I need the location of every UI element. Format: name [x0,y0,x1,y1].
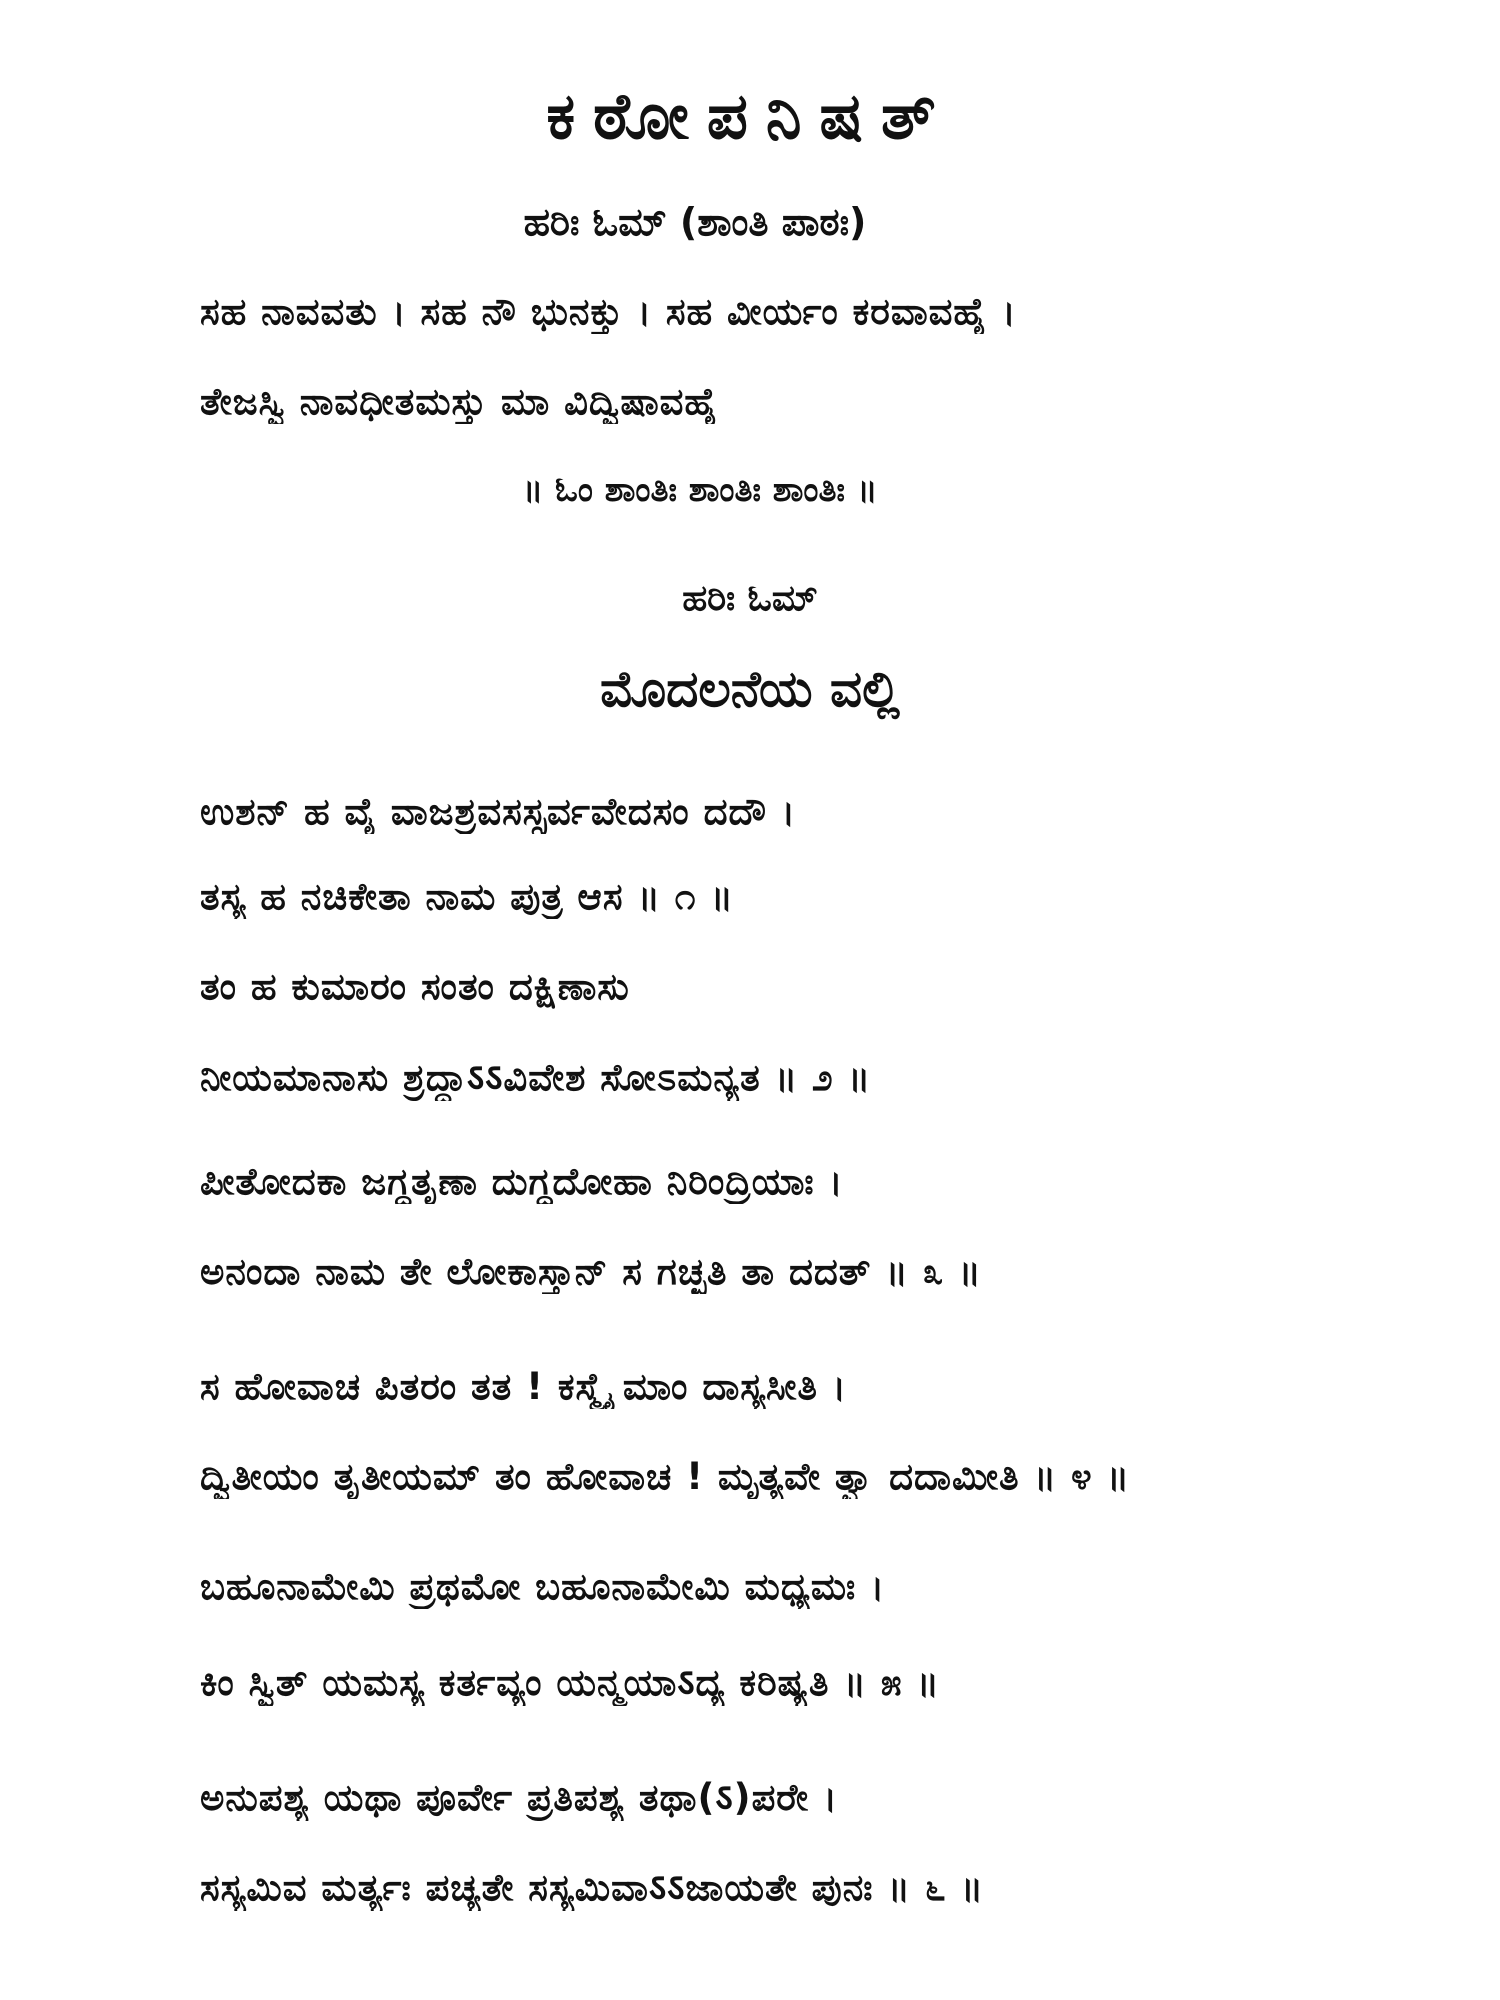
verse-line: ಅನುಪಶ್ಯ ಯಥಾ ಪೂರ್ವೇ ಪ್ರತಿಪಶ್ಯ ತಥಾ(ऽ)ಪರೇ । [200,1776,838,1819]
verse-line: ಪೀತೋದಕಾ ಜಗ್ಧತೃಣಾ ದುಗ್ಧದೋಹಾ ನಿರಿಂದ್ರಿಯಾಃ । [200,1160,844,1203]
verse-line: ತಸ್ಯ ಹ ನಚಿಕೇತಾ ನಾಮ ಪುತ್ರ ಆಸ ॥ ೧ ॥ [200,875,734,918]
hari-om-heading: ಹರಿಃ ಓಮ್ [682,578,818,619]
verse-line: ನೀಯಮಾನಾಸು ಶ್ರದ್ಧಾऽऽವಿವೇಶ ಸೋಽಮನ್ಯತ ॥ ೨ ॥ [200,1056,872,1099]
verse-line: ದ್ವಿತೀಯಂ ತೃತೀಯಮ್ ತಂ ಹೋವಾಚ ! ಮೃತ್ಯವೇ ತ್ವಾ ದದಾಮೀತಿ ॥ ೪ ॥ [200,1455,1131,1498]
verse-line: ಬಹೂನಾಮೇಮಿ ಪ್ರಥಮೋ ಬಹೂನಾಮೇಮಿ ಮಧ್ಯಮಃ । [200,1565,886,1608]
invocation-line-3: ॥ ಓಂ ಶಾಂತಿಃ ಶಾಂತಿಃ ಶಾಂತಿಃ ॥ [522,470,878,510]
invocation-line-1: ಸಹ ನಾವವತು । ಸಹ ನೌ ಭುನಕ್ತು । ಸಹ ವೀರ್ಯಂ ಕರವಾವಹೈ । [200,290,1017,333]
verse-line: ಉಶನ್ ಹ ವೈ ವಾಜಶ್ರವಸಸ್ಸರ್ವವೇದಸಂ ದದೌ । [200,790,797,833]
verse-line: ಸ ಹೋವಾಚ ಪಿತರಂ ತತ ! ಕಸ್ಮೈ ಮಾಂ ದಾಸ್ಯಸೀತಿ । [200,1365,847,1408]
verse-line: ಸಸ್ಯಮಿವ ಮರ್ತ್ಯಃ ಪಚ್ಯತೇ ಸಸ್ಯಮಿವಾऽऽಜಾಯತೇ ಪುನಃ ॥ ೬ ॥ [200,1866,985,1909]
verse-line: ತಂ ಹ ಕುಮಾರಂ ಸಂತಂ ದಕ್ಷಿಣಾಸು [200,965,630,1008]
page-title: ಕಠೋಪನಿಷತ್ [546,80,954,154]
verse-line: ಅನಂದಾ ನಾಮ ತೇ ಲೋಕಾಸ್ತಾನ್ ಸ ಗಚ್ಛತಿ ತಾ ದದತ್ ॥ ೩ ॥ [200,1250,982,1293]
verse-line: ಕಿಂ ಸ್ವಿತ್ ಯಮಸ್ಯ ಕರ್ತವ್ಯಂ ಯನ್ಮಯಾऽದ್ಯ ಕರಿಷ್ಯತಿ ॥ ೫ ॥ [200,1661,940,1704]
invocation-line-2: ತೇಜಸ್ವಿ ನಾವಧೀತಮಸ್ತು ಮಾ ವಿದ್ವಿಷಾವಹೈ [200,380,719,423]
shanti-heading: ಹರಿಃ ಓಮ್ (ಶಾಂತಿ ಪಾಠಃ) [523,200,867,244]
section-title: ಮೊದಲನೆಯ ವಲ್ಲಿ [600,660,900,718]
